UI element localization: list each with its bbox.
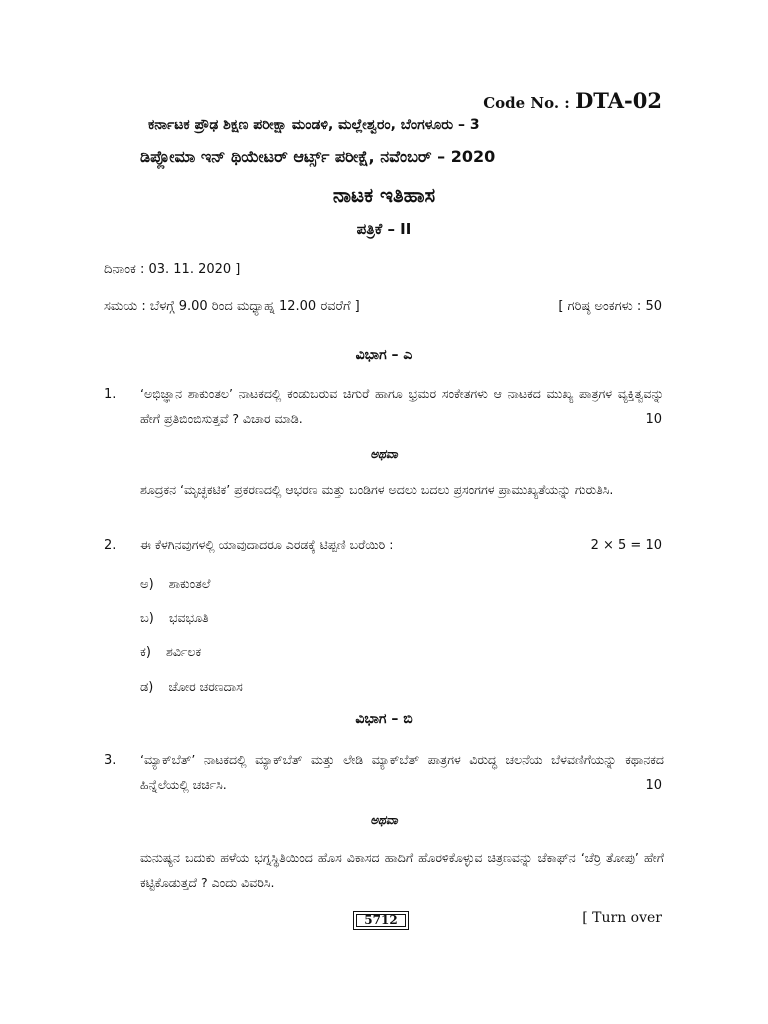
- question-1-number: 1.: [104, 387, 117, 402]
- question-3-marks: 10: [645, 778, 662, 793]
- question-3-number: 3.: [104, 753, 117, 768]
- option-letter: ಅ): [140, 577, 154, 592]
- question-2-number: 2.: [104, 538, 117, 553]
- question-1-text: ‘ಅಭಿಜ್ಞಾನ ಶಾಕುಂತಲ’ ನಾಟಕದಲ್ಲಿ ಕಂಡುಬರುವ ಚಿಗುರೆ ಹಾಗೂ ಭ್ರಮರ ಸಂಕೇತಗಳು ಆ ನಾಟಕದ ಮುಖ್ಯ ಪಾತ್ರಗಳ ವ್ಯಕ್ತಿತ್ವವನ್ನು ಹೇಗೆ ಪ್ರತಿಬಿಂಬಿಸುತ್ತವೆ ? ವಿಚಾರ ಮಾಡಿ.: [140, 386, 664, 426]
- question-1-alternative-text: ಶೂದ್ರಕನ ‘ಮೃಚ್ಛಕಟಿಕ’ ಪ್ರಕರಣದಲ್ಲಿ ಆಭರಣ ಮತ್ತು ಬಂಡಿಗಳ ಅದಲು ಬದಲು ಪ್ರಸಂಗಗಳ ಪ್ರಾಮುಖ್ಯತೆಯನ್ನು ಗುರುತಿಸಿ.: [140, 482, 614, 497]
- subject-title: ನಾಟಕ ಇತಿಹಾಸ: [332, 183, 436, 207]
- question-3-alternative-text: ಮನುಷ್ಯನ ಬದುಕು ಹಳೆಯ ಭಗ್ನಸ್ಥಿತಿಯಿಂದ ಹೊಸ ವಿಕಾಸದ ಹಾದಿಗೆ ಹೊರಳಿಕೊಳ್ಳುವ ಚಿತ್ರಣವನ್ನು ಚೆಕಾಫ್‌ನ ‘ಚೆರ್ರಿ ತೋಪು’ ಹೇಗೆ ಕಟ್ಟಿಕೊಡುತ್ತದೆ ? ಎಂದು ವಿವರಿಸಿ.: [140, 850, 664, 890]
- turn-over-label: [ Turn over: [582, 910, 662, 926]
- option-text: ಶಾಕುಂತಲೆ: [168, 576, 211, 591]
- exam-date: ದಿನಾಂಕ : 03. 11. 2020 ]: [104, 262, 241, 277]
- question-2-option: [140, 676, 243, 695]
- question-3-text: ‘ಮ್ಯಾಕ್‌ಬೆತ್’ ನಾಟಕದಲ್ಲಿ ಮ್ಯಾಕ್‌ಬೆತ್ ಮತ್ತು ಲೇಡಿ ಮ್ಯಾಕ್‌ಬೆತ್ ಪಾತ್ರಗಳ ವಿರುದ್ಧ ಚಲನೆಯ ಬೆಳವಣಿಗೆಯನ್ನು ಕಥಾನಕದ ಹಿನ್ನೆಲೆಯಲ್ಲಿ ಚರ್ಚಿಸಿ.: [140, 752, 664, 792]
- question-2-option: [140, 641, 201, 660]
- code-label: Code No. :: [483, 94, 576, 112]
- question-1-or-label: ಅಥವಾ: [370, 447, 398, 461]
- option-letter: ಬ): [140, 611, 154, 626]
- page-code: 5712: [353, 911, 409, 930]
- section-b-heading: ವಿಭಾಗ – ಬಿ: [355, 711, 413, 727]
- question-3-or-label: ಅಥವಾ: [370, 813, 398, 827]
- question-1-marks: 10: [645, 412, 662, 427]
- paper-number: ಪತ್ರಿಕೆ – II: [356, 220, 412, 238]
- exam-title: ಡಿಪ್ಲೋಮಾ ಇನ್ ಥಿಯೇಟರ್ ಆರ್ಟ್ಸ್ ಪರೀಕ್ಷೆ, ನವೆಂಬರ್ – 2020: [140, 147, 496, 166]
- section-a-heading: ವಿಭಾಗ – ಎ: [355, 347, 413, 363]
- max-marks: [ ಗರಿಷ್ಠ ಅಂಕಗಳು : 50: [558, 299, 662, 314]
- question-2-marks: 2 × 5 = 10: [590, 538, 662, 553]
- option-text: ಚೋರ ಚರಣದಾಸ: [168, 679, 243, 694]
- question-2-option: [140, 607, 209, 626]
- option-text: ಶರ್ವಿಲಕ: [166, 644, 202, 659]
- option-letter: ಕ): [140, 645, 151, 660]
- code-value: DTA-02: [575, 88, 662, 113]
- code-number: [483, 88, 662, 113]
- exam-time: ಸಮಯ : ಬೆಳಗ್ಗೆ 9.00 ರಿಂದ ಮಧ್ಯಾಹ್ನ 12.00 ರವರೆಗೆ ]: [104, 299, 360, 314]
- question-2-text: ಈ ಕೆಳಗಿನವುಗಳಲ್ಲಿ ಯಾವುದಾದರೂ ಎರಡಕ್ಕೆ ಟಿಪ್ಪಣಿ ಬರೆಯಿರಿ :: [140, 537, 394, 552]
- option-text: ಭವಭೂತಿ: [168, 610, 209, 625]
- question-2-option: [140, 573, 210, 592]
- option-letter: ಡ): [140, 680, 154, 695]
- board-name: ಕರ್ನಾಟಕ ಪ್ರೌಢ ಶಿಕ್ಷಣ ಪರೀಕ್ಷಾ ಮಂಡಳಿ, ಮಲ್ಲೇಶ್ವರಂ, ಬೆಂಗಳೂರು – 3: [148, 117, 480, 133]
